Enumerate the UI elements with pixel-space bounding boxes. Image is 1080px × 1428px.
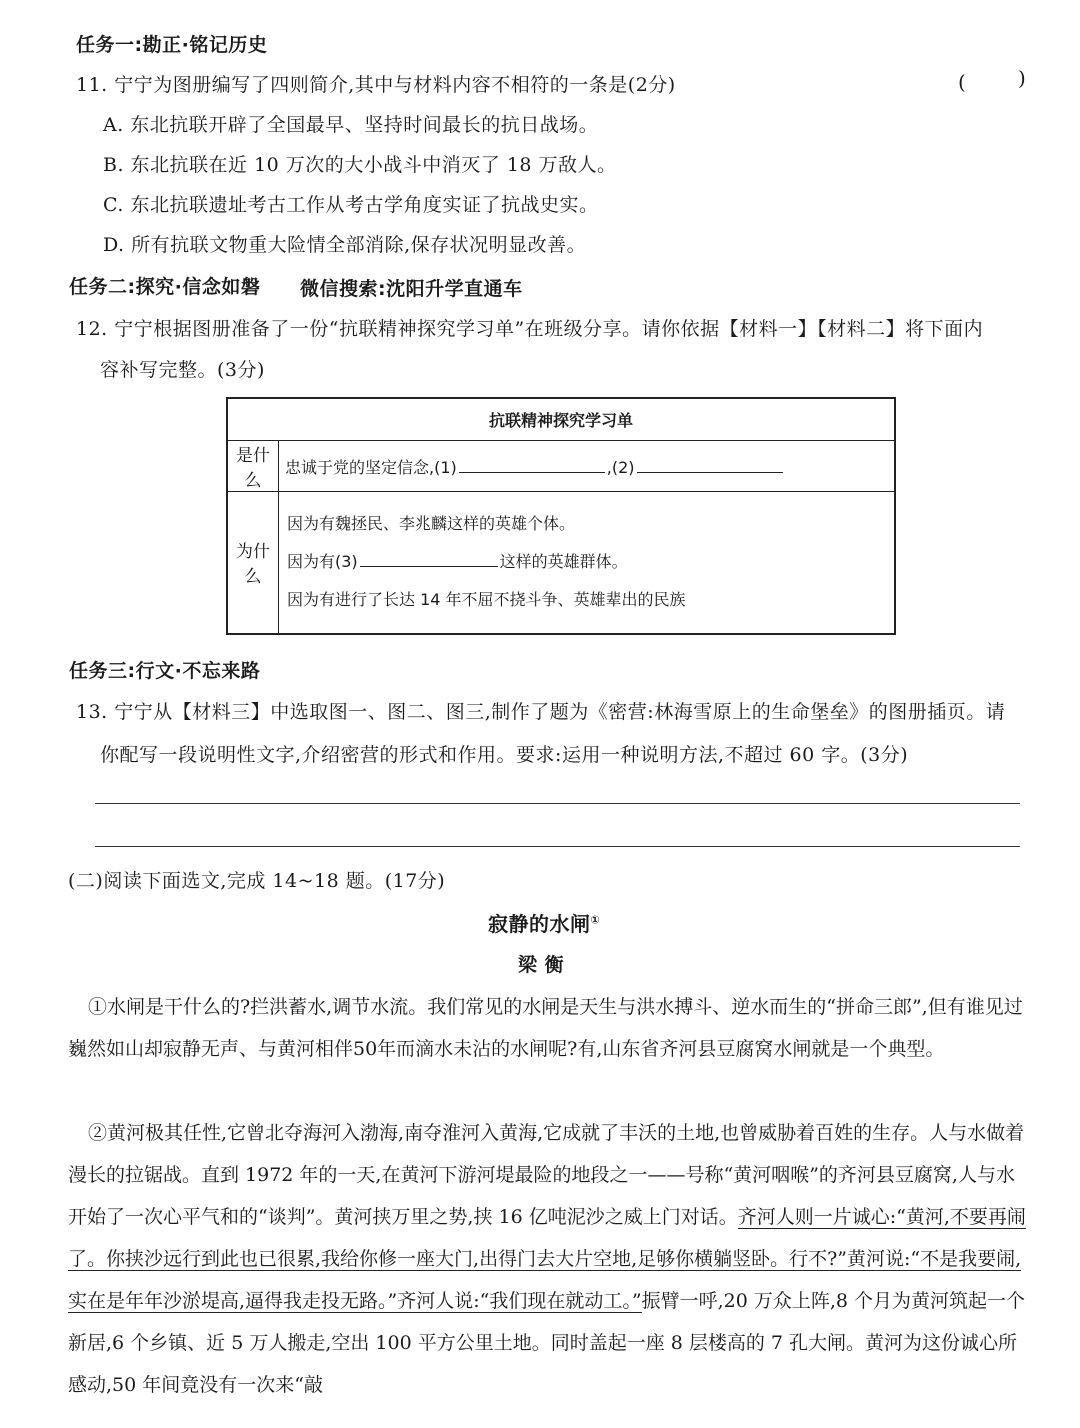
paragraph-1: ①水闸是干什么的?拦洪蓄水,调节水流。我们常见的水闸是天生与洪水搏斗、逆水而生的“拼命三郎”,但有谁见过巍然如山却寂静无声、与黄河相伴50年而滴水未沾的水闸呢?有,山东省齐河县豆腐窝水闸就是一个典型。 <box>68 996 1023 1060</box>
q12-stem-line2: 容补写完整。(3分) <box>100 359 265 381</box>
q12-stem-line1: 12. 宁宁根据图册准备了一份“抗联精神探究学习单”在班级分享。请你依据【材料一】【材料二】将下面内 <box>76 318 984 340</box>
q11-paren-open: ( <box>958 70 967 94</box>
blank-3[interactable] <box>360 548 498 567</box>
q11-option-a: A. 东北抗联开辟了全国最早、坚持时间最长的抗日战场。 <box>103 114 599 136</box>
what-cell <box>279 440 896 491</box>
why-cell <box>279 491 896 634</box>
why-2-post: 这样的英雄群体。 <box>499 552 628 572</box>
task1-heading: 任务一:勘正·铭记历史 <box>76 34 268 56</box>
paragraph-2-b: 振臂一呼,20 万众上阵,8 个月为黄河筑起一个新居,6 个乡镇、近 5 万人搬走,空出 100 平方公里土地。同时盖起一座 8 层楼高的 7 孔大闸。黄河为这份诚心所感动,50 年间竟没有一次来“敲 <box>68 1290 1026 1396</box>
article-author: 梁 衡 <box>518 954 565 976</box>
blank-2[interactable] <box>637 454 783 473</box>
answer-line-2[interactable] <box>95 846 1020 847</box>
article-title-text: 寂静的水闸 <box>488 912 591 936</box>
paragraph-2-a: ②黄河极其任性,它曾北夺海河入渤海,南夺淮河入黄海,它成就了丰沃的土地,也曾威胁着百姓的生存。人与水做着漫长的拉锯战。直到 1972 年的一天,在黄河下游河堤最险的地段之一——号称“黄河咽喉”的齐河县豆腐窝,人与水开始了一次心平气和的“谈判”。黄河挟万里之势,挟 16 亿吨泥沙之威上门对话。 <box>68 1122 1025 1228</box>
paragraph-2-underlined: 齐河人则一片诚心:“黄河,不要再闹了。你挟沙远行到此也已很累,我给你修一座大门,出得门去大片空地,足够你横躺竖卧。行不?”黄河说:“不是我要闹,实在是年年沙淤堤高,逼得我走投无路。”齐河人说:“我们现在就动工。” <box>68 1206 1026 1312</box>
task2-heading: 任务二:探究·信念如磐 <box>69 276 261 298</box>
q11-option-c: C. 东北抗联遗址考古工作从考古学角度实证了抗战史实。 <box>103 194 599 216</box>
article-title <box>488 908 600 937</box>
reading-intro: (二)阅读下面选文,完成 14~18 题。(17分) <box>68 870 446 892</box>
q13-line2: 你配写一段说明性文字,介绍密营的形式和作用。要求:运用一种说明方法,不超过 60 字。(3分) <box>100 744 909 766</box>
watermark-text: 微信搜索:沈阳升学直通车 <box>300 278 523 300</box>
why-line-2 <box>285 543 888 581</box>
what-text: 忠诚于党的坚定信念,(1) <box>285 457 457 477</box>
why-line-3: 因为有进行了长达 14 年不屈不挠斗争、英雄辈出的民族 <box>287 590 686 610</box>
article-title-note: ① <box>590 913 601 927</box>
q11-stem: 11. 宁宁为图册编写了四则简介,其中与材料内容不相符的一条是(2分) <box>76 74 676 96</box>
q11-option-d: D. 所有抗联文物重大险情全部消除,保存状况明显改善。 <box>103 234 587 256</box>
answer-line-1[interactable] <box>95 803 1020 804</box>
row-label-why: 为什么 <box>227 491 279 634</box>
blank-1[interactable] <box>459 454 605 473</box>
what-sep: ,(2) <box>606 457 635 477</box>
why-line-1: 因为有魏拯民、李兆麟这样的英雄个体。 <box>287 514 576 534</box>
task3-heading: 任务三:行文·不忘来路 <box>69 660 261 682</box>
study-sheet-title: 抗联精神探究学习单 <box>227 398 895 440</box>
row-label-what: 是什么 <box>227 440 279 491</box>
paragraph-2 <box>68 1112 1028 1406</box>
study-sheet-table <box>226 397 896 635</box>
q11-option-b: B. 东北抗联在近 10 万次的大小战斗中消灭了 18 万敌人。 <box>103 154 617 176</box>
why-2-pre: 因为有(3) <box>287 552 358 572</box>
q11-paren-close: ) <box>1018 66 1027 90</box>
q13-line1: 13. 宁宁从【材料三】中选取图一、图二、图三,制作了题为《密营:林海雪原上的生命堡垒》的图册插页。请 <box>76 701 1006 723</box>
